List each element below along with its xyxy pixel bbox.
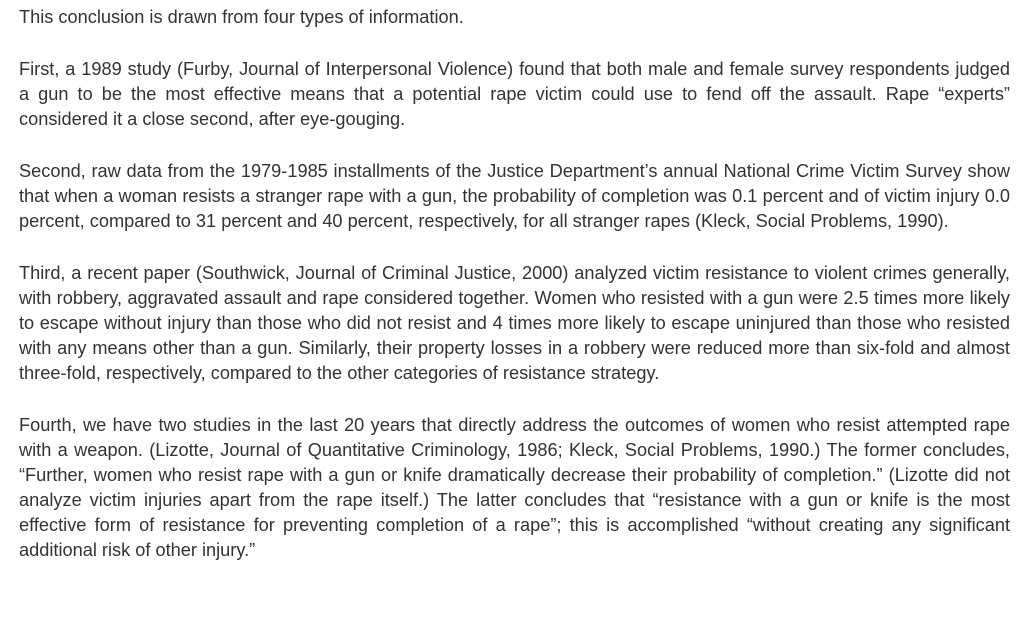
paragraph-second: Second, raw data from the 1979-1985 installments of the Justice Department’s annual National Crime Victim Survey show that when a woman resists a stranger rape with a gun, the probability of completion was 0.1 percent and of victim injury 0.0 percent, compared to 31 percent and 40 percent, respectively, for all stranger rapes (Kleck, Social Problems, 1990). <box>19 161 1010 231</box>
paragraph-first: First, a 1989 study (Furby, Journal of Interpersonal Violence) found that both male and female survey respondents judged a gun to be the most effective means that a potential rape victim could use to fend off the assault. Rape “experts” considered it a close second, after eye-gouging. <box>19 59 1010 129</box>
paragraph-fourth: Fourth, we have two studies in the last 20 years that directly address the outcomes of women who resist attempted rape with a weapon. (Lizotte, Journal of Quantitative Criminology, 1986; Kleck, Social Problems, 1990.) The former concludes, “Further, women who resist rape with a gun or knife dramatically decrease their probability of completion.” (Lizotte did not analyze victim injuries apart from the rape itself.) The latter concludes that “resistance with a gun or knife is the most effective form of resistance for preventing completion of a rape”; this is accomplished “without creating any significant additional risk of other injury.” <box>19 415 1010 560</box>
paragraph-third: Third, a recent paper (Southwick, Journal of Criminal Justice, 2000) analyzed victim resistance to violent crimes generally, with robbery, aggravated assault and rape considered together. Women who resisted with a gun were 2.5 times more likely to escape without injury than those who did not resist and 4 times more likely to escape uninjured than those who resisted with any means other than a gun. Similarly, their property losses in a robbery were reduced more than six-fold and almost three-fold, respectively, compared to the other categories of resistance strategy. <box>19 263 1010 383</box>
paragraph-intro: This conclusion is drawn from four types of information. <box>19 7 464 27</box>
